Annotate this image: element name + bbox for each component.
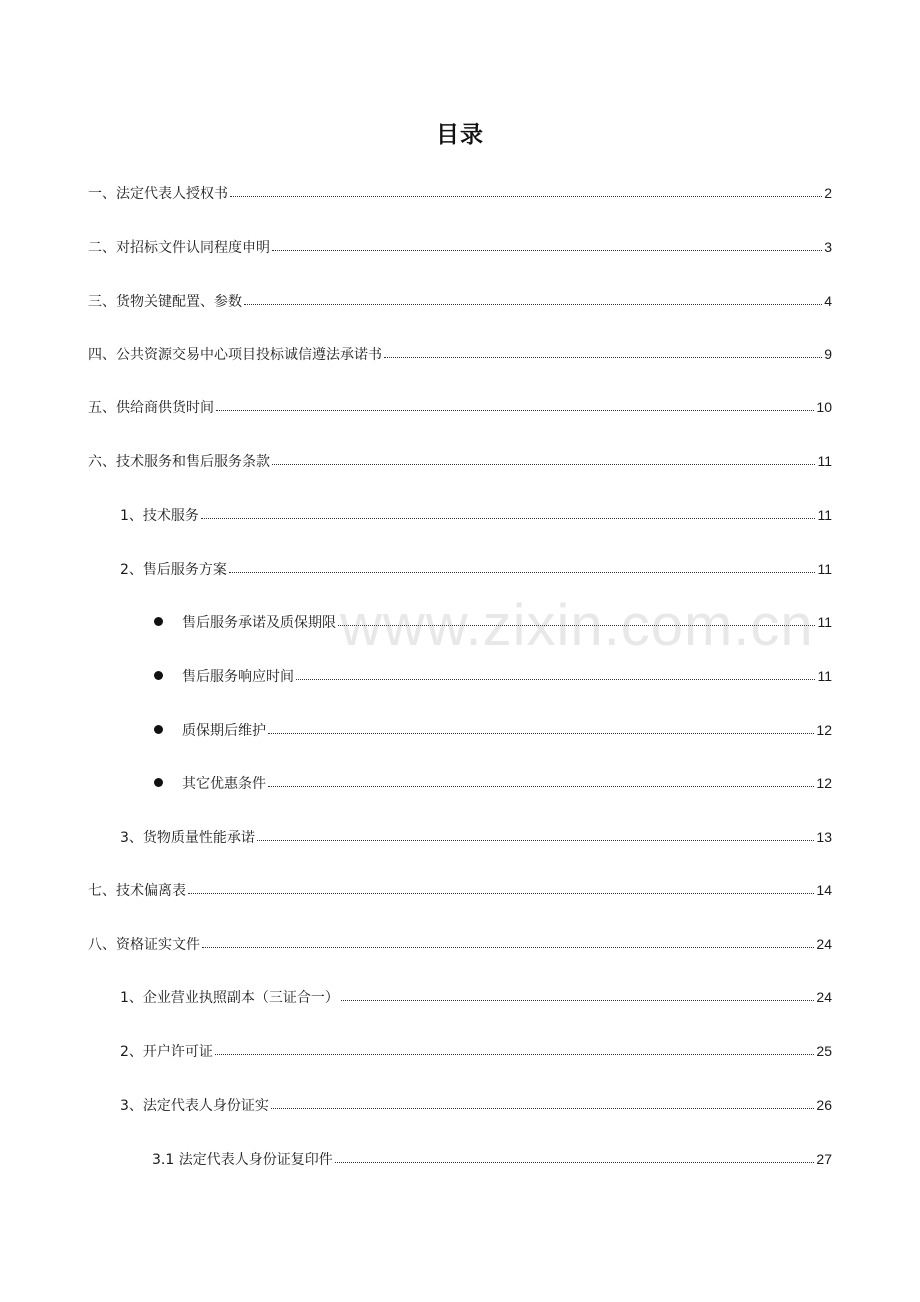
toc-page-number: 26	[816, 1097, 832, 1113]
toc-entry-bullet-1[interactable]	[182, 613, 832, 632]
toc-entry-label: 1、企业营业执照副本（三证合一）	[120, 990, 339, 1006]
dot-leader	[215, 1054, 815, 1055]
toc-entry-label: 3.1 法定代表人身份证复印件	[152, 1152, 333, 1168]
dot-leader	[335, 1162, 815, 1163]
toc-entry-6-1[interactable]	[120, 506, 832, 525]
dot-leader	[244, 304, 822, 305]
toc-entry-label: 其它优惠条件	[182, 776, 266, 792]
toc-entry-8-3[interactable]	[120, 1096, 832, 1115]
toc-page-number: 9	[824, 346, 832, 362]
toc-page-number: 24	[816, 989, 832, 1005]
toc-entry-label: 五、供给商供货时间	[88, 400, 214, 416]
toc-page-number: 12	[816, 775, 832, 791]
toc-entry-label: 1、技术服务	[120, 508, 199, 524]
toc-entry-label: 二、对招标文件认同程度申明	[88, 240, 270, 256]
toc-page-number: 27	[816, 1151, 832, 1167]
toc-entry-1[interactable]	[88, 184, 832, 203]
dot-leader	[268, 733, 814, 734]
toc-entry-label: 3、法定代表人身份证实	[120, 1098, 269, 1114]
dot-leader	[384, 357, 822, 358]
toc-entry-8-3-1[interactable]	[152, 1150, 832, 1169]
toc-page-number: 25	[816, 1043, 832, 1059]
toc-entry-8[interactable]	[88, 935, 832, 954]
dot-leader	[188, 893, 814, 894]
toc-entry-label: 八、资格证实文件	[88, 937, 200, 953]
toc-entry-bullet-4[interactable]	[182, 774, 832, 793]
dot-leader	[230, 196, 822, 197]
toc-page-number: 10	[816, 399, 832, 415]
toc-entry-label: 一、法定代表人授权书	[88, 186, 228, 202]
toc-page-number: 11	[817, 614, 832, 630]
toc-page-number: 4	[824, 293, 832, 309]
dot-leader	[272, 250, 822, 251]
toc-entry-label: 2、开户许可证	[120, 1044, 213, 1060]
bullet-icon	[154, 671, 163, 680]
toc-entry-label: 3、货物质量性能承诺	[120, 830, 255, 846]
toc-entry-8-1[interactable]	[120, 988, 832, 1007]
toc-entry-7[interactable]	[88, 881, 832, 900]
toc-entry-label: 售后服务承诺及质保期限	[182, 615, 336, 631]
page-title: 目录	[436, 122, 484, 148]
toc-page-number: 11	[817, 561, 832, 577]
toc-entry-bullet-3[interactable]	[182, 721, 832, 740]
toc-entry-5[interactable]	[88, 398, 832, 417]
dot-leader	[216, 410, 814, 411]
toc-entry-label: 2、售后服务方案	[120, 562, 227, 578]
bullet-icon	[154, 617, 163, 626]
watermark: www.zixin.com.cn	[340, 593, 814, 658]
dot-leader	[202, 947, 814, 948]
toc-entry-6-3[interactable]	[120, 828, 832, 847]
toc-entry-8-2[interactable]	[120, 1042, 832, 1061]
dot-leader	[338, 625, 815, 626]
dot-leader	[272, 464, 815, 465]
bullet-icon	[154, 725, 163, 734]
dot-leader	[341, 1000, 815, 1001]
toc-page-number: 11	[817, 507, 832, 523]
toc-entry-2[interactable]	[88, 238, 832, 257]
toc-entry-6[interactable]	[88, 452, 832, 471]
toc-entry-4[interactable]	[88, 345, 832, 364]
toc-page-number: 14	[816, 882, 832, 898]
dot-leader	[268, 786, 814, 787]
toc-page-number: 11	[817, 453, 832, 469]
dot-leader	[229, 572, 816, 573]
toc-entry-6-2[interactable]	[120, 560, 832, 579]
toc-entry-label: 七、技术偏离表	[88, 883, 186, 899]
toc-page-number: 3	[824, 239, 832, 255]
toc-page-number: 2	[824, 185, 832, 201]
toc-entry-3[interactable]	[88, 292, 832, 311]
toc-entry-label: 六、技术服务和售后服务条款	[88, 454, 270, 470]
dot-leader	[201, 518, 816, 519]
dot-leader	[257, 840, 815, 841]
toc-entry-label: 三、货物关键配置、参数	[88, 294, 242, 310]
dot-leader	[271, 1108, 815, 1109]
toc-page-number: 13	[816, 829, 832, 845]
toc-page-number: 24	[816, 936, 832, 952]
toc-entry-label: 四、公共资源交易中心项目投标诚信遵法承诺书	[88, 347, 382, 363]
toc-entry-label: 质保期后维护	[182, 723, 266, 739]
bullet-icon	[154, 778, 163, 787]
toc-page-number: 12	[816, 722, 832, 738]
toc-page-number: 11	[817, 668, 832, 684]
dot-leader	[296, 679, 815, 680]
toc-entry-bullet-2[interactable]	[182, 667, 832, 686]
toc-entry-label: 售后服务响应时间	[182, 669, 294, 685]
